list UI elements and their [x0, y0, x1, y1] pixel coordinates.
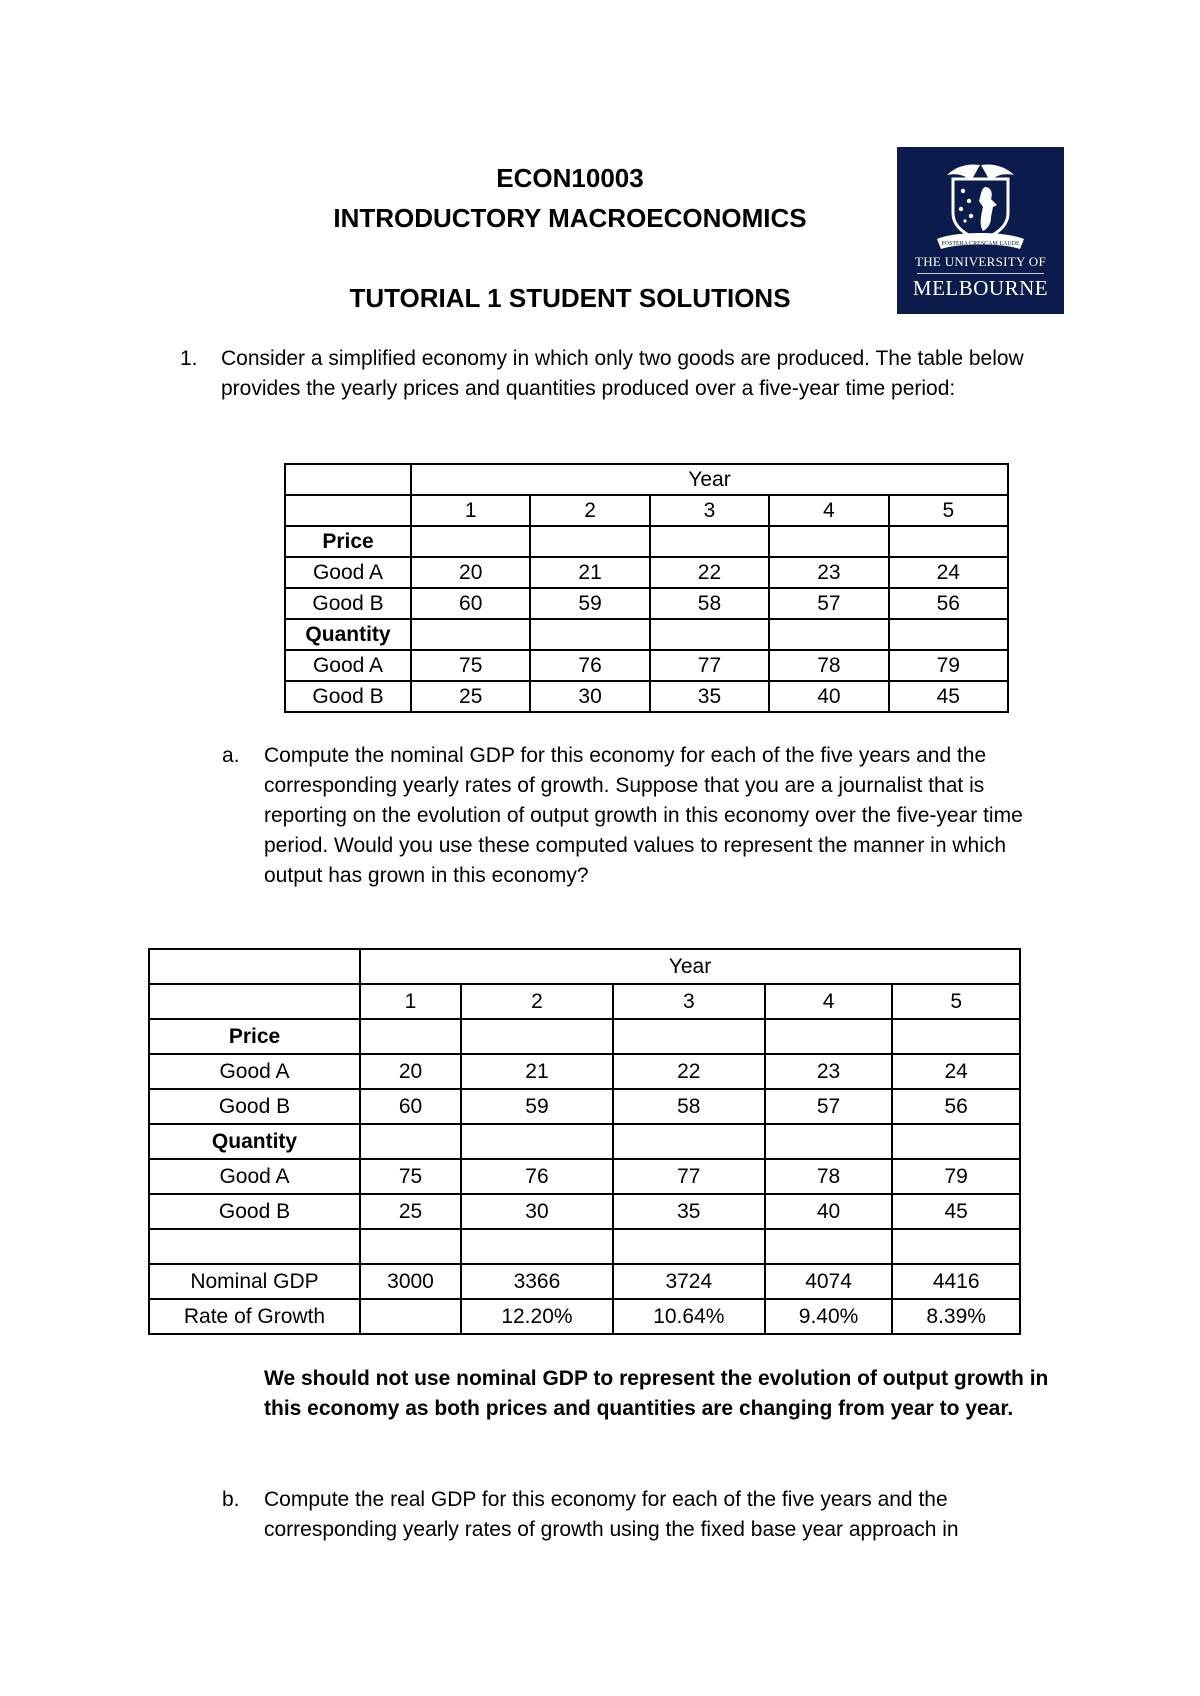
table-cell: 35 [613, 1194, 765, 1229]
question-number: 1. [180, 347, 198, 370]
year-header: Year [411, 464, 1008, 495]
table-cell: 30 [530, 681, 649, 712]
question-text: Consider a simplified economy in which only two goods are produced. The table below provides the yearly prices and quantities produced over a five-year time period: [221, 347, 1024, 400]
year-number: 2 [461, 984, 613, 1019]
table-cell: 40 [765, 1194, 893, 1229]
year-number-row [285, 495, 1008, 526]
part-text: Compute the nominal GDP for this economy for each of the five years and the corresponding yearly rates of growth. Suppose that you are a journalist that is reporting on the evolution of output growth in this economy over the five-year time period. Would you use these computed values to represent the manner in which output has grown in this economy? [264, 744, 1023, 887]
table-cell: 76 [530, 650, 649, 681]
table-row [149, 1019, 1020, 1054]
table-cell [530, 526, 649, 557]
row-label: Good A [149, 1159, 360, 1194]
document-title: TUTORIAL 1 STUDENT SOLUTIONS [349, 283, 791, 313]
year-number: 2 [530, 495, 649, 526]
table-row [149, 1089, 1020, 1124]
table-cell [892, 1019, 1020, 1054]
row-label: Quantity [149, 1124, 360, 1159]
table-cell: 25 [360, 1194, 461, 1229]
table-cell: 60 [411, 588, 530, 619]
table-cell [765, 1229, 893, 1264]
table-cell [285, 464, 411, 495]
table-row [285, 619, 1008, 650]
year-number: 5 [892, 984, 1020, 1019]
year-number: 5 [889, 495, 1008, 526]
part-label: b. [222, 1488, 240, 1511]
table-cell [613, 1124, 765, 1159]
table-row [285, 526, 1008, 557]
table-cell [461, 1124, 613, 1159]
table-cell: 76 [461, 1159, 613, 1194]
table-cell: 77 [650, 650, 769, 681]
table-cell: 58 [650, 588, 769, 619]
table-cell [360, 1019, 461, 1054]
table-row [285, 681, 1008, 712]
table-cell [889, 526, 1008, 557]
row-label: Price [285, 526, 411, 557]
table-cell [769, 526, 888, 557]
year-number: 1 [411, 495, 530, 526]
course-title: INTRODUCTORY MACROECONOMICS [333, 203, 807, 233]
crest-icon [927, 161, 1034, 253]
table-cell: 9.40% [765, 1299, 893, 1334]
year-number-row [149, 984, 1020, 1019]
table-cell: 79 [889, 650, 1008, 681]
table-cell: 75 [411, 650, 530, 681]
table-cell [149, 984, 360, 1019]
table-cell: 57 [765, 1089, 893, 1124]
table-cell: 45 [889, 681, 1008, 712]
year-number: 4 [769, 495, 888, 526]
table-cell: 58 [613, 1089, 765, 1124]
row-label [149, 1229, 360, 1264]
table-cell: 56 [892, 1089, 1020, 1124]
table-row [285, 650, 1008, 681]
price-quantity-table [284, 463, 1009, 713]
table-cell: 20 [360, 1054, 461, 1089]
year-header-row [285, 464, 1008, 495]
table-cell: 22 [650, 557, 769, 588]
table-cell: 78 [765, 1159, 893, 1194]
table-cell: 8.39% [892, 1299, 1020, 1334]
row-label: Good B [285, 588, 411, 619]
table-row [149, 1299, 1020, 1334]
table-cell [360, 1124, 461, 1159]
table-cell: 10.64% [613, 1299, 765, 1334]
table-cell: 3366 [461, 1264, 613, 1299]
table-cell: 35 [650, 681, 769, 712]
part-text: Compute the real GDP for this economy for each of the five years and the corresponding yearly rates of growth using the fixed base year approach in [264, 1488, 959, 1541]
table-cell: 59 [530, 588, 649, 619]
table-cell [769, 619, 888, 650]
row-label: Good B [149, 1194, 360, 1229]
nominal-gdp-table [148, 948, 1021, 1335]
table-row [149, 1159, 1020, 1194]
table-cell [613, 1019, 765, 1054]
table-cell: 21 [461, 1054, 613, 1089]
row-label: Good A [149, 1054, 360, 1089]
table-row [149, 1229, 1020, 1264]
table-cell: 3000 [360, 1264, 461, 1299]
logo-motto: POSTERA CRESCAM LAUDE [941, 241, 1020, 247]
table-row [285, 557, 1008, 588]
table-cell: 4074 [765, 1264, 893, 1299]
table-cell [892, 1124, 1020, 1159]
table-cell [765, 1124, 893, 1159]
table-cell: 59 [461, 1089, 613, 1124]
year-number: 4 [765, 984, 893, 1019]
row-label: Nominal GDP [149, 1264, 360, 1299]
table-cell [360, 1229, 461, 1264]
table-cell: 45 [892, 1194, 1020, 1229]
table-cell [650, 526, 769, 557]
table-cell [285, 495, 411, 526]
row-label: Quantity [285, 619, 411, 650]
row-label: Good B [285, 681, 411, 712]
table-cell [892, 1229, 1020, 1264]
table-cell: 79 [892, 1159, 1020, 1194]
course-code: ECON10003 [496, 163, 644, 193]
table-cell [411, 619, 530, 650]
table-cell [411, 526, 530, 557]
table-row [149, 1264, 1020, 1299]
table-cell: 23 [765, 1054, 893, 1089]
row-label: Good A [285, 557, 411, 588]
row-label: Rate of Growth [149, 1299, 360, 1334]
table-cell: 77 [613, 1159, 765, 1194]
year-number: 1 [360, 984, 461, 1019]
table-cell: 40 [769, 681, 888, 712]
table-cell: 24 [892, 1054, 1020, 1089]
table-cell: 12.20% [461, 1299, 613, 1334]
table-cell [149, 949, 360, 984]
table-row [149, 1124, 1020, 1159]
table-cell: 75 [360, 1159, 461, 1194]
table-cell: 25 [411, 681, 530, 712]
table-row [149, 1194, 1020, 1229]
table-cell: 20 [411, 557, 530, 588]
table-cell: 56 [889, 588, 1008, 619]
year-number: 3 [613, 984, 765, 1019]
table-cell: 3724 [613, 1264, 765, 1299]
table-cell: 22 [613, 1054, 765, 1089]
row-label: Good B [149, 1089, 360, 1124]
table-cell: 23 [769, 557, 888, 588]
table-cell: 57 [769, 588, 888, 619]
year-number: 3 [650, 495, 769, 526]
table-cell [613, 1229, 765, 1264]
table-row [285, 588, 1008, 619]
document-header [250, 158, 890, 318]
university-logo [897, 147, 1064, 314]
table-cell: 24 [889, 557, 1008, 588]
logo-text-line2: MELBOURNE [912, 276, 1049, 300]
table-cell: 4416 [892, 1264, 1020, 1299]
year-header-row [149, 949, 1020, 984]
table-cell [889, 619, 1008, 650]
table-cell: 21 [530, 557, 649, 588]
table-row [149, 1054, 1020, 1089]
row-label: Price [149, 1019, 360, 1054]
table-cell: 78 [769, 650, 888, 681]
part-label: a. [222, 744, 240, 767]
answer-a: We should not use nominal GDP to represent the evolution of output growth in this economy as both prices and quantities are changing from year to year. [264, 1367, 1049, 1420]
table-cell [461, 1229, 613, 1264]
table-cell: 30 [461, 1194, 613, 1229]
table-cell [530, 619, 649, 650]
table-cell [650, 619, 769, 650]
table-cell [360, 1299, 461, 1334]
table-cell [765, 1019, 893, 1054]
year-header: Year [360, 949, 1020, 984]
row-label: Good A [285, 650, 411, 681]
table-cell: 60 [360, 1089, 461, 1124]
table-cell [461, 1019, 613, 1054]
logo-text-line1: THE UNIVERSITY OF [915, 254, 1046, 269]
